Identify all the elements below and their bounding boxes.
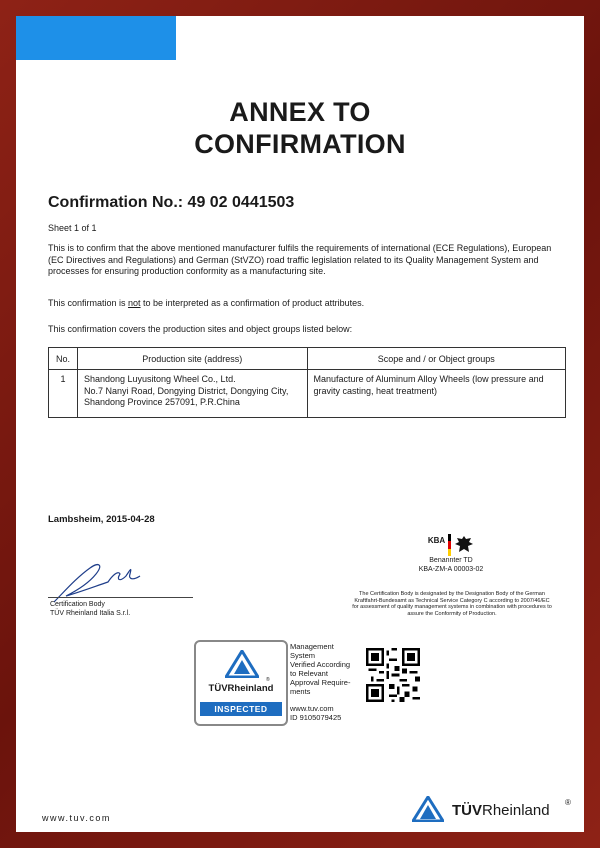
kba-description: The Certification Body is designated by the Designation Body of the German Kraftfahrt-Bundesamt as Technical Service Category C according to 2007/46/EC for assessment of quality management systems in combination with procedures to assure the Conformity of Production.	[352, 591, 552, 617]
tuv-triangle-icon	[225, 650, 259, 678]
table-header-row	[49, 348, 566, 370]
kba-benannter: Benannter TD	[429, 557, 473, 564]
kba-code: KBA-ZM-A 00003-02	[418, 566, 484, 573]
mgmt-line: to Relevant	[290, 669, 328, 678]
inspected-badge: INSPECTED	[200, 702, 282, 716]
row-site	[77, 370, 307, 418]
mgmt-line: System	[290, 651, 316, 660]
tuv-mark-reg: ®	[266, 677, 270, 683]
confirmation-number: Confirmation No.: 49 02 0441503	[48, 194, 295, 211]
qr-code	[366, 648, 420, 702]
title-line-2: CONFIRMATION	[194, 129, 406, 159]
footer-brand	[452, 802, 550, 819]
row-no: 1	[49, 370, 78, 418]
row-scope: Manufacture of Aluminum Alloy Wheels (low pressure and gravity casting, heat treatment)	[307, 370, 566, 418]
kba-logo-text: KBA	[427, 536, 446, 545]
certification-body	[50, 601, 130, 618]
mgmt-web-id: ID 9105079425	[290, 713, 342, 722]
header-site: Production site (address)	[77, 348, 307, 370]
mgmt-web-url: www.tuv.com	[290, 704, 334, 713]
site-line-2: No.7 Nanyi Road, Dongying District, Dongying City,	[83, 385, 289, 396]
footer-url: www.tuv.com	[42, 813, 111, 823]
header-scope: Scope and / or Object groups	[307, 348, 566, 370]
mgmt-line: Verified According	[290, 660, 351, 669]
eagle-icon	[454, 534, 474, 556]
table-row	[49, 370, 566, 418]
site-line-3: Shandong Province 257091, P.R.China	[83, 397, 240, 407]
sheet-count: Sheet 1 of 1	[48, 223, 97, 233]
cert-body-line-2: TÜV Rheinland Italia S.r.l.	[50, 609, 131, 617]
header-no: No.	[49, 348, 78, 370]
p2-before: This confirmation is	[48, 298, 129, 308]
tuv-mark-brand: TÜVRheinland	[208, 683, 274, 694]
paragraph-conformity: This is to confirm that the above mentioned manufacturer fulfils the requirements of international (ECE Regulations), European (EC Directives and Regulations) and German (StVZO) road traffic legislation related to its Quality Management System and processes for ensuring production conformity as a manufacturing site.	[48, 243, 552, 276]
mgmt-web	[290, 704, 341, 722]
mgmt-line: ments	[290, 687, 311, 696]
mgmt-line: Management	[290, 642, 334, 651]
title-line-1: ANNEX TO	[229, 97, 371, 127]
redaction-block	[16, 16, 176, 60]
certificate-page	[16, 16, 584, 832]
cert-body-line-1: Certification Body	[50, 601, 105, 608]
kba-block	[396, 534, 506, 574]
signature-line	[48, 597, 193, 598]
footer-tuv-logo	[412, 796, 582, 824]
footer-brand-bold: TÜV	[452, 802, 482, 819]
production-sites-table	[48, 347, 566, 418]
signature	[46, 556, 166, 606]
footer-brand-rest: Rheinland	[482, 802, 550, 819]
paragraph-coverage: This confirmation covers the production sites and object groups listed below:	[48, 324, 353, 334]
mgmt-line: Approval Require-	[290, 678, 351, 687]
site-line-1: Shandong Luyusitong Wheel Co., Ltd.	[83, 374, 236, 384]
p2-after: to be interpreted as a confirmation of product attributes.	[140, 298, 365, 308]
p2-underlined: not	[128, 298, 141, 308]
kba-logo	[396, 534, 506, 556]
footer-reg: ®	[565, 798, 571, 807]
tuv-inspected-mark	[194, 640, 288, 726]
place-date: Lambsheim, 2015-04-28	[48, 514, 155, 525]
tuv-triangle-icon	[412, 796, 444, 822]
paragraph-not-attributes	[48, 298, 568, 310]
page-title	[16, 96, 584, 160]
german-flag-icon	[448, 534, 451, 556]
mgmt-system-text	[290, 642, 350, 696]
